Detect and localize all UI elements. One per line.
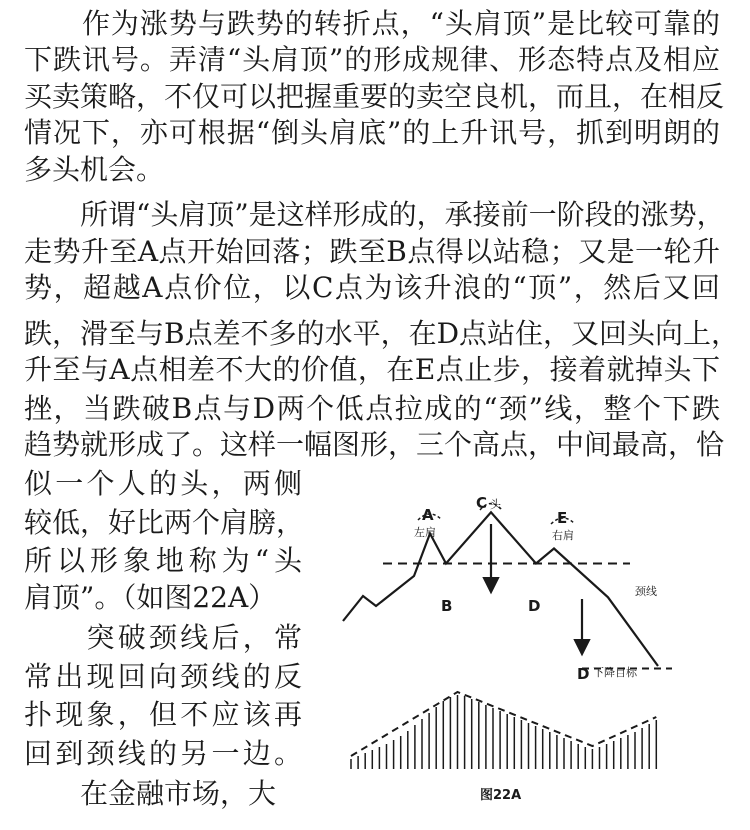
text-line: 下跌讯号。弄清“头肩顶”的形成规律、形态特点及相应 (24, 43, 720, 76)
text-line: 挫，当跌破B点与D两个低点拉成的“颈”线，整个下跌 (24, 392, 720, 425)
point-D: D (528, 597, 541, 615)
point-A: A (422, 506, 434, 524)
target-label: 下降目标 (593, 666, 637, 679)
text-line: 所以形象地称为“头 (24, 544, 302, 577)
point-E: E (557, 509, 568, 527)
volume-trend-line (351, 692, 656, 756)
text-line: 买卖策略，不仅可以把握重要的卖空良机，而且，在相反 (24, 80, 725, 113)
text-line: 作为涨势与跌势的转折点，“头肩顶”是比较可靠的 (24, 7, 720, 40)
point-C: C (476, 494, 488, 512)
head-label: 头 (490, 498, 501, 511)
text-line: 情况下，亦可根据“倒头肩底”的上升讯号，抓到明朗的 (24, 116, 720, 149)
text-line: 跌，滑至与B点差不多的水平，在D点站住，又回头向上， (24, 317, 740, 350)
neckline-label: 颈线 (635, 585, 657, 598)
text-line: 常出现回向颈线的反 (24, 660, 302, 693)
text-line: 肩顶”。（如图22A） (24, 581, 277, 614)
volume-bars (351, 695, 656, 769)
text-line: 较低，好比两个肩膀， (24, 506, 305, 539)
text-line: 扑现象，但不应该再 (24, 698, 302, 731)
text-line: 趋势就形成了。这样一幅图形，三个高点，中间最高，恰 (24, 428, 725, 461)
point-D-target: D (577, 665, 590, 683)
text-line: 多头机会。 (24, 153, 165, 186)
text-line: 升至与A点相差不大的价值，在E点止步，接着就掉头下 (24, 353, 720, 386)
text-line: 所谓“头肩顶”是这样形成的，承接前一阶段的涨势， (24, 198, 725, 231)
right-shoulder-label: 右肩 (552, 529, 574, 542)
figure-caption: 图22A (480, 788, 522, 803)
text-line: 回到颈线的另一边。 (24, 737, 302, 770)
left-shoulder-label: 左肩 (414, 526, 436, 539)
text-line: 走势升至A点开始回落；跌至B点得以站稳；又是一轮升 (24, 235, 720, 268)
text-line: 似一个人的头，两侧 (24, 467, 302, 500)
text-line: 势，超越A点价位，以C点为该升浪的“顶”，然后又回 (24, 271, 720, 304)
text-line: 在金融市场，大 (24, 777, 277, 810)
text-line: 突破颈线后，常 (24, 621, 302, 654)
point-B: B (441, 597, 453, 615)
head-and-shoulders-figure (338, 486, 678, 808)
price-line (343, 512, 658, 666)
